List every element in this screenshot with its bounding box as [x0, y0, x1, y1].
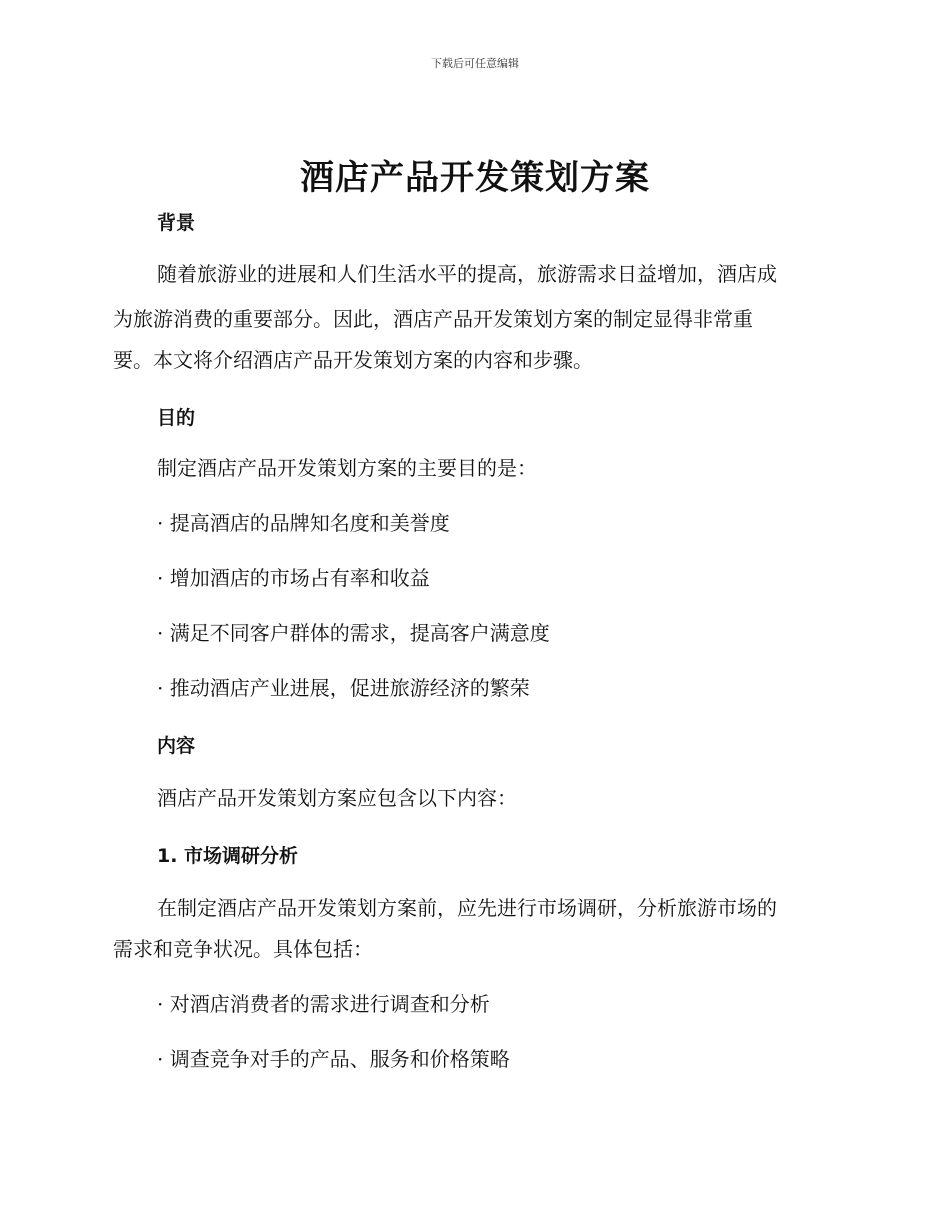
list-item: · 对酒店消费者的需求进行调查和分析 [157, 992, 490, 1016]
subsection-heading-market-research: 1. 市场调研分析 [157, 845, 299, 867]
section-heading-purpose: 目的 [157, 407, 196, 429]
list-item: · 推动酒店产业进展，促进旅游经济的繁荣 [157, 676, 530, 700]
paragraph-line: 要。本文将介绍酒店产品开发策划方案的内容和步骤。 [113, 348, 593, 372]
paragraph-line: 在制定酒店产品开发策划方案前，应先进行市场调研，分析旅游市场的 [157, 896, 777, 920]
section-heading-content: 内容 [157, 735, 196, 757]
section-heading-background: 背景 [157, 212, 196, 234]
list-item: · 增加酒店的市场占有率和收益 [157, 566, 430, 590]
page-header-note: 下载后可任意编辑 [431, 57, 519, 70]
paragraph-line: 酒店产品开发策划方案应包含以下内容： [157, 786, 517, 810]
paragraph-line: 随着旅游业的进展和人们生活水平的提高，旅游需求日益增加，酒店成 [157, 262, 777, 286]
list-item: · 满足不同客户群体的需求，提高客户满意度 [157, 621, 550, 645]
document-title: 酒店产品开发策划方案 [300, 158, 650, 198]
list-item: · 调查竞争对手的产品、服务和价格策略 [157, 1047, 510, 1071]
paragraph-line: 需求和竞争状况。具体包括： [113, 937, 373, 961]
paragraph-line: 制定酒店产品开发策划方案的主要目的是： [157, 456, 537, 480]
paragraph-line: 为旅游消费的重要部分。因此，酒店产品开发策划方案的制定显得非常重 [113, 307, 753, 331]
list-item: · 提高酒店的品牌知名度和美誉度 [157, 511, 450, 535]
